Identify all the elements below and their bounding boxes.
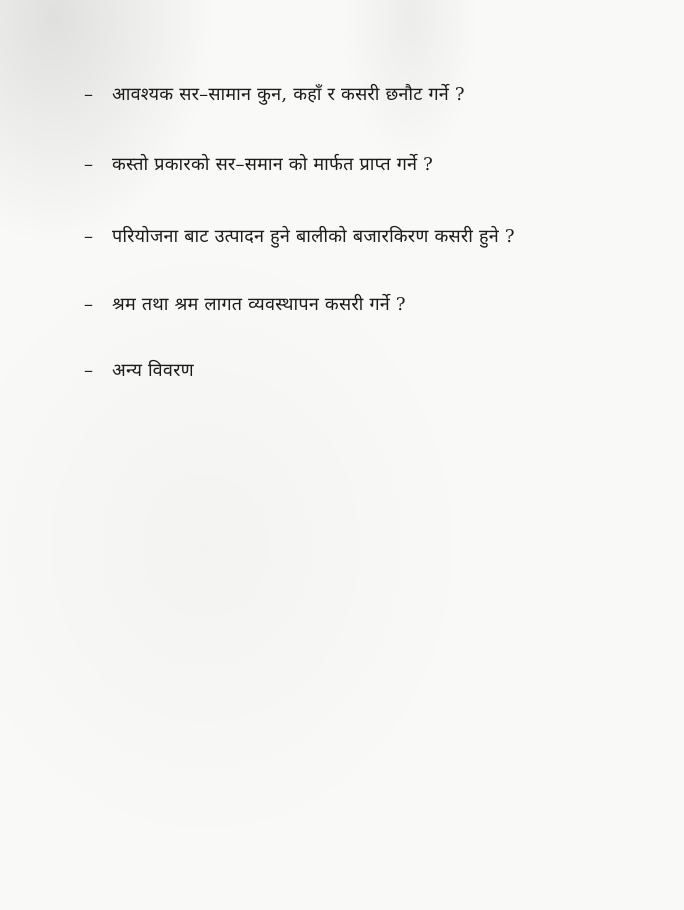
list-item-text: आवश्यक सर–सामान कुन, कहाँ र कसरी छनौट गर्ने ? [112,84,465,105]
dash-marker: – [84,84,93,105]
list-item-text: कस्तो प्रकारको सर–समान को मार्फत प्राप्त गर्ने ? [112,154,434,175]
dash-marker: – [84,360,93,381]
dash-marker: – [84,154,93,175]
list-item-text: परियोजना बाट उत्पादन हुने बालीको बजारकिरण कसरी हुने ? [112,226,515,247]
list-item [84,228,515,246]
list-item [84,296,406,314]
list-item-text: अन्य विवरण [112,360,194,381]
dash-marker: – [84,226,93,247]
list-item [84,86,465,104]
dash-marker: – [84,294,93,315]
list-item [84,156,433,174]
list-item-text: श्रम तथा श्रम लागत व्यवस्थापन कसरी गर्ने ? [112,294,406,315]
list-item [84,362,194,380]
